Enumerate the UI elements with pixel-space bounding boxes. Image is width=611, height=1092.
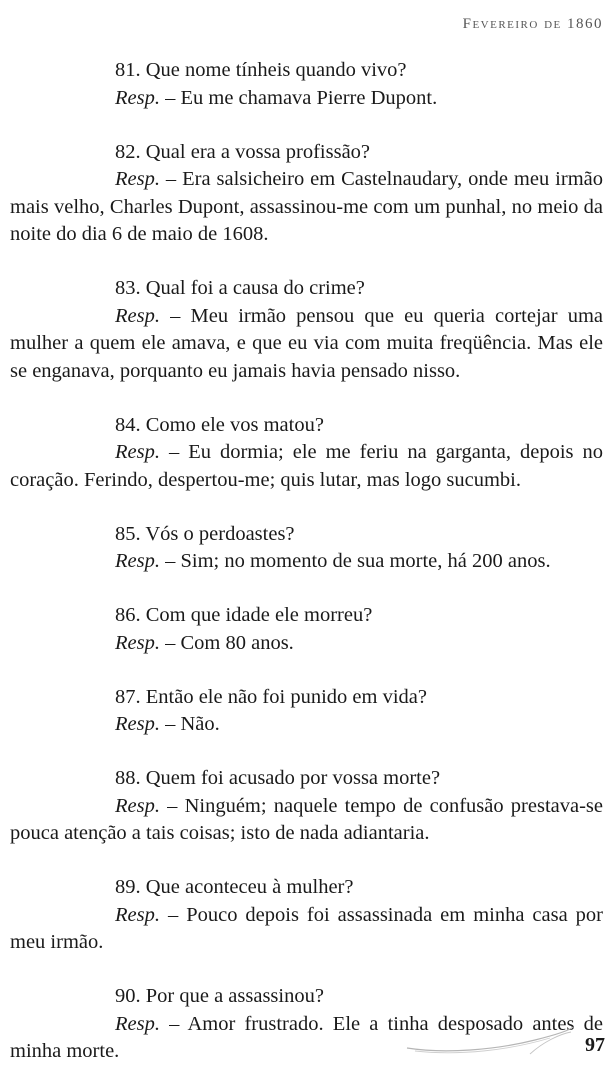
question: 90. Por que a assassinou?: [115, 985, 324, 1007]
answer-text: – Amor frustrado. Ele a tinha desposado antes de minha morte.: [10, 1012, 603, 1062]
question: 87. Então ele não foi punido em vida?: [115, 685, 427, 708]
answer: [10, 439, 603, 494]
question: 82. Qual era a vossa profissão?: [115, 140, 371, 163]
answer: [10, 85, 603, 113]
qa-entry: [10, 765, 603, 848]
answer: [10, 166, 603, 249]
answer: [10, 548, 603, 576]
question: 81. Que nome tínheis quando vivo?: [115, 59, 407, 81]
resp-label: Resp.: [115, 168, 160, 190]
answer: [10, 630, 603, 658]
answer-text: – Eu me chamava Pierre Dupont.: [159, 86, 438, 109]
answer: [10, 902, 603, 957]
answer: [10, 793, 603, 848]
answer-text: – Meu irmão pensou que eu queria cortejar uma mulher a quem ele amava, e que eu via com muita freqüência. Mas ele se enganava, porquanto eu jamais havia pensado nisso.: [10, 304, 603, 382]
qa-entry: [10, 57, 603, 112]
answer: [10, 303, 603, 386]
question: 86. Com que idade ele morreu?: [115, 604, 373, 626]
resp-label: Resp.: [115, 713, 160, 735]
question: 85. Vós o perdoastes?: [115, 522, 295, 545]
answer-text: – Sim; no momento de sua morte, há 200 anos.: [159, 550, 551, 572]
answer-text: – Ninguém; naquele tempo de confusão prestava-se pouca atenção a tais coisas; isto de nada adiantaria.: [10, 794, 603, 844]
qa-entry: [10, 874, 603, 957]
qa-entry: [10, 275, 603, 385]
question: 83. Qual foi a causa do crime?: [115, 277, 365, 299]
answer-text: – Eu dormia; ele me feriu na garganta, depois no coração. Ferindo, despertou-me; quis lutar, mas logo sucumbi.: [10, 441, 603, 491]
qa-entry: [10, 602, 603, 657]
answer-text: – Era salsicheiro em Castelnaudary, onde meu irmão mais velho, Charles Dupont, assassinou-me com um punhal, no meio da noite do dia 6 de maio de 1608.: [10, 168, 603, 245]
resp-label: Resp.: [115, 1012, 160, 1035]
resp-label: Resp.: [115, 631, 160, 654]
question: 88. Quem foi acusado por vossa morte?: [115, 767, 441, 789]
resp-label: Resp.: [115, 304, 160, 327]
question: 89. Que aconteceu à mulher?: [115, 876, 354, 898]
resp-label: Resp.: [115, 441, 160, 463]
question: 84. Como ele vos matou?: [115, 413, 324, 436]
swash-flourish-icon: [405, 1024, 575, 1058]
answer-text: – Pouco depois foi assassinada em minha casa por meu irmão.: [10, 903, 603, 953]
qa-entry: [10, 521, 603, 576]
resp-label: Resp.: [115, 903, 160, 926]
resp-label: Resp.: [115, 550, 160, 572]
running-head: Fevereiro de 1860: [462, 16, 603, 32]
resp-label: Resp.: [115, 86, 160, 109]
answer-text: – Com 80 anos.: [159, 631, 294, 654]
qa-entry: [10, 412, 603, 495]
page-number: 97: [585, 1034, 605, 1056]
answer-text: – Não.: [159, 713, 220, 735]
answer: [10, 711, 603, 739]
page-body: [10, 57, 603, 1092]
qa-entry: [10, 139, 603, 249]
resp-label: Resp.: [115, 794, 160, 817]
qa-entry: [10, 684, 603, 739]
